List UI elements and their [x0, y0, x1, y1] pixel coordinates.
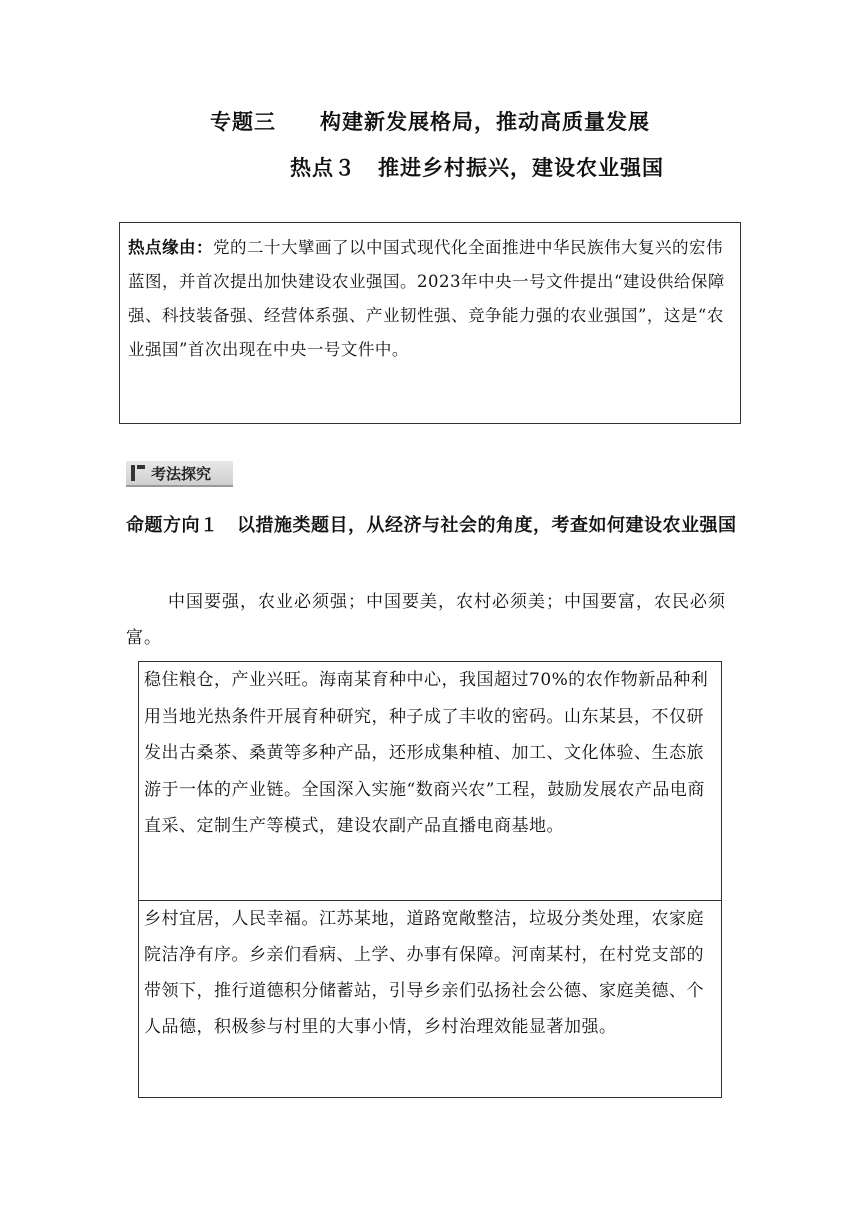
hotspot-reason-box — [119, 222, 741, 424]
section-tag-label: 考法探究 — [151, 464, 212, 483]
material-table — [138, 661, 722, 1098]
section-tag — [126, 461, 233, 487]
hotspot-reason-text: 党的二十大擘画了以中国式现代化全面推进中华民族伟大复兴的宏伟蓝图，并首次提出加快建设农业强国。2023年中央一号文件提出“建设供给保障强、科技装备强、经营体系强、产业韧性强、竞争能力强的农业强国”，这是“农业强国”首次出现在中央一号文件中。 — [128, 238, 725, 359]
table-row — [139, 901, 722, 1098]
table-row — [139, 662, 722, 901]
hotspot-reason-label: 热点缘由： — [128, 238, 213, 257]
material-cell-livable: 乡村宜居，人民幸福。江苏某地，道路宽敞整洁，垃圾分类处理，农家庭院洁净有序。乡亲们看病、上学、办事有保障。河南某村，在村党支部的带领下，推行道德积分储蓄站，引导乡亲们弘扬社会公德、家庭美德、个人品德，积极参与村里的大事小情，乡村治理效能显著加强。 — [139, 901, 722, 1098]
intro-paragraph: 中国要强，农业必须强；中国要美，农村必须美；中国要富，农民必须富。 — [126, 592, 726, 648]
topic-title: 专题三 构建新发展格局，推动高质量发展 — [210, 110, 650, 134]
section-marker-icon — [131, 465, 145, 481]
question-direction-heading: 命题方向１ 以措施类题目，从经济与社会的角度，考查如何建设农业强国 — [126, 515, 737, 536]
material-cell-industry: 稳住粮仓，产业兴旺。海南某育种中心，我国超过70%的农作物新品种利用当地光热条件开展育种研究，种子成了丰收的密码。山东某县，不仅研发出古桑茶、桑黄等多种产品，还形成集种植、加工、文化体验、生态旅游于一体的产业链。全国深入实施“数商兴农”工程，鼓励发展农产品电商直采、定制生产等模式，建设农副产品直播电商基地。 — [139, 662, 722, 901]
hotspot-title: 热点３ 推进乡村振兴，建设农业强国 — [290, 156, 664, 180]
